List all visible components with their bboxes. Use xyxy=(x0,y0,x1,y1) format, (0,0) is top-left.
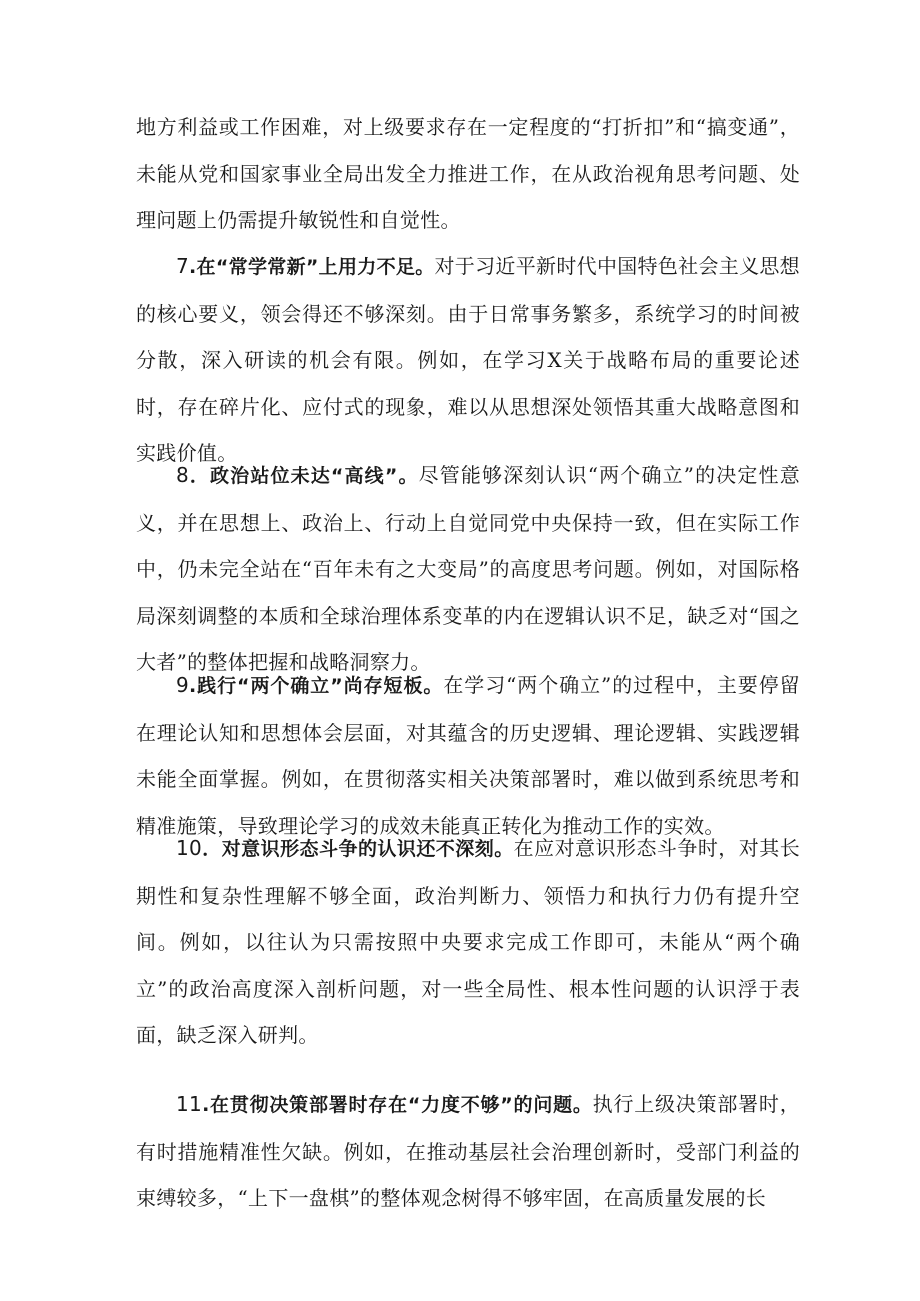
paragraph-7 xyxy=(136,243,800,477)
paragraph-number: 7 xyxy=(176,254,190,278)
paragraph-body: 地方利益或工作困难，对上级要求存在一定程度的“打折扣”和“搞变通”，未能从党和国家事业全局出发全力推进工作，在从政治视角思考问题、处理问题上仍需提升敏锐性和自觉性。 xyxy=(136,115,800,233)
paragraph-heading: .践行“两个确立”尚存短板。 xyxy=(189,675,444,697)
paragraph-10 xyxy=(136,825,800,1059)
paragraph-9 xyxy=(136,662,800,849)
paragraph-body: 执行上级决策部署时，有时措施精准性欠缺。例如，在推动基层社会治理创新时，受部门利益的束缚较多，“上下一盘棋”的整体观念树得不够牢固，在高质量发展的长 xyxy=(136,1092,801,1211)
paragraph-number: 11 xyxy=(176,1092,203,1116)
paragraph-number: 10 xyxy=(176,836,203,860)
paragraph-heading: ．政治站位未达“高线”。 xyxy=(189,465,419,487)
paragraph-body: 对于习近平新时代中国特色社会主义思想的核心要义，领会得还不够深刻。由于日常事务繁多，系统学习的时间被分散，深入研读的机会有限。例如，在学习X关于战略布局的重要论述时，存在碎片化、应付式的现象，难以从思想深处领悟其重大战略意图和实践价值。 xyxy=(136,254,800,466)
paragraph-8 xyxy=(136,452,800,686)
paragraph-body: 在应对意识形态斗争时，对其长期性和复杂性理解不够全面，政治判断力、领悟力和执行力仍有提升空间。例如，以往认为只需按照中央要求完成工作即可，未能从“两个确立”的政治高度深入剖析问题，对一些全局性、根本性问题的认识浮于表面，缺乏深入研判。 xyxy=(136,836,800,1048)
paragraph-body: 在学习“两个确立”的过程中，主要停留在理论认知和思想体会层面，对其蕴含的历史逻辑、理论逻辑、实践逻辑未能全面掌握。例如，在贯彻落实相关决策部署时，难以做到系统思考和精准施策，导致理论学习的成效未能真正转化为推动工作的实效。 xyxy=(136,673,800,838)
paragraph-number: 8 xyxy=(176,463,190,487)
paragraph-number: 9 xyxy=(176,673,190,697)
paragraph-body: 尽管能够深刻认识“两个确立”的决定性意义，并在思想上、政治上、行动上自觉同党中央保持一致，但在实际工作中，仍未完全站在“百年未有之大变局”的高度思考问题。例如，对国际格局深刻调整的本质和全球治理体系变革的内在逻辑认识不足，缺乏对“国之大者”的整体把握和战略洞察力。 xyxy=(136,463,800,675)
paragraph-11 xyxy=(136,1081,800,1222)
paragraph-continued xyxy=(136,104,800,244)
paragraph-heading: ．对意识形态斗争的认识还不深刻。 xyxy=(202,838,514,860)
paragraph-heading: .在贯彻决策部署时存在“力度不够”的问题。 xyxy=(202,1094,593,1116)
paragraph-heading: .在“常学常新”上用力不足。 xyxy=(189,256,435,278)
